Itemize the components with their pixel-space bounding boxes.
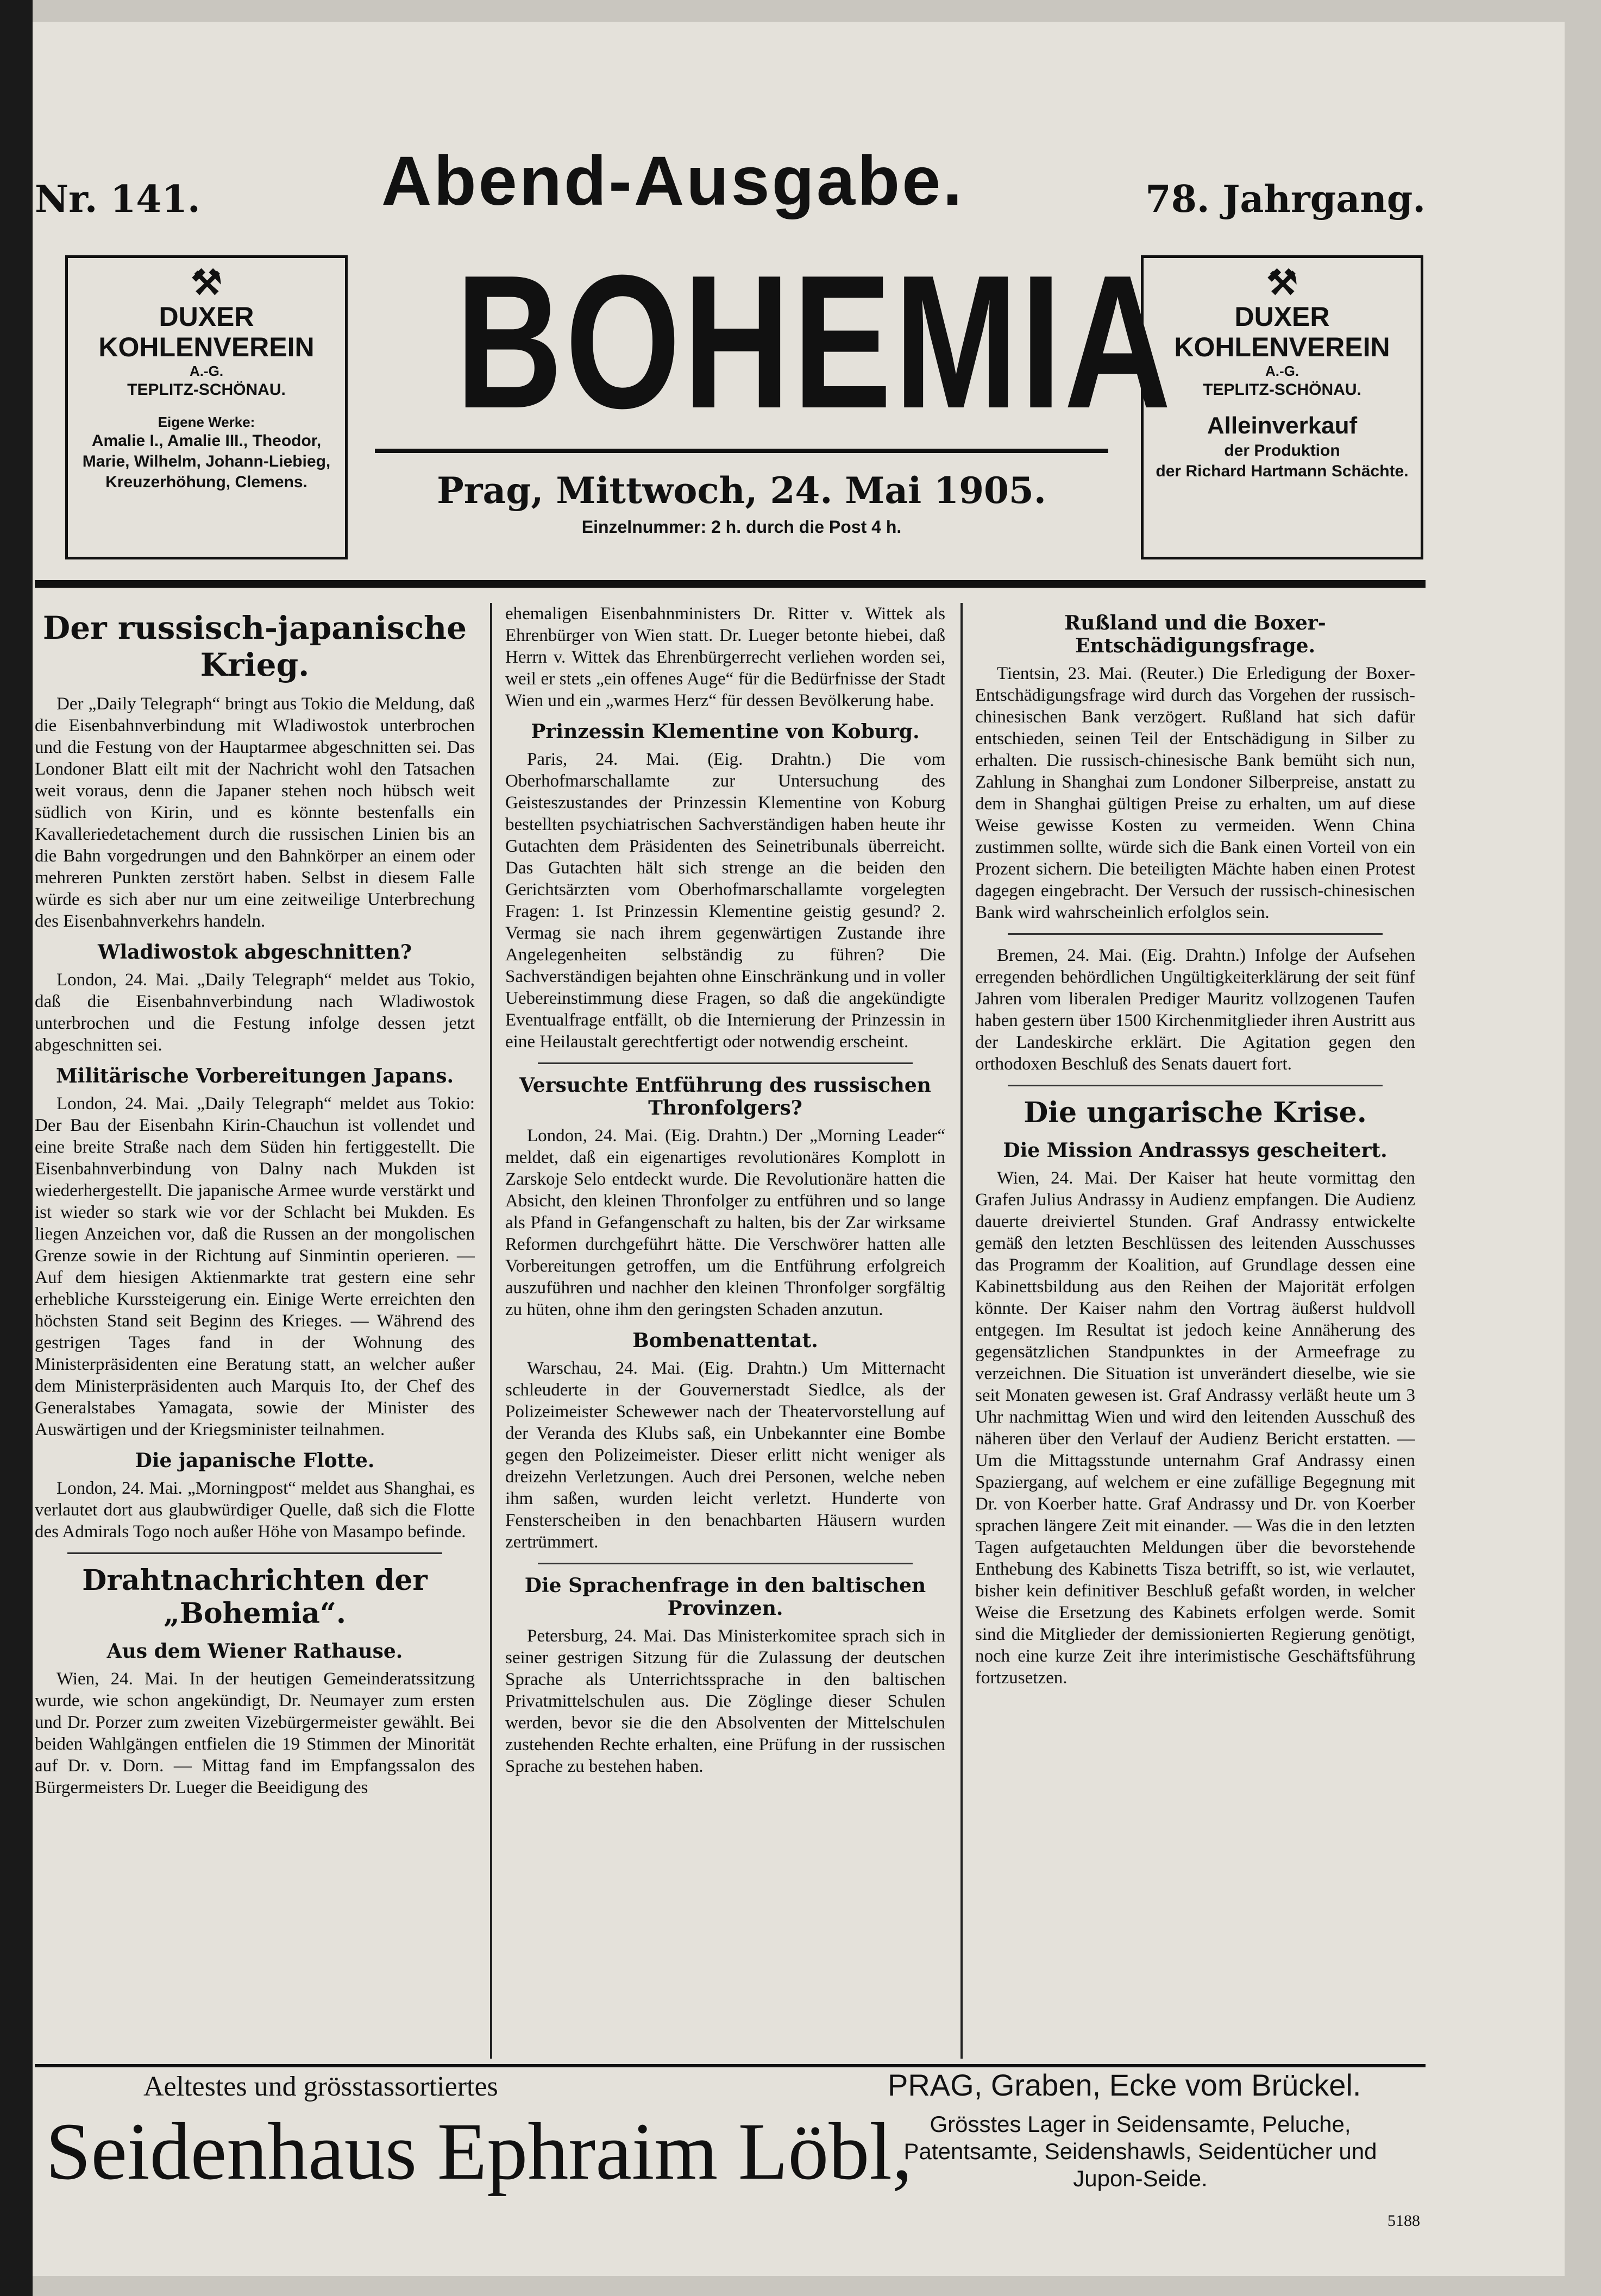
article-subheading: Rußland und die Boxer-Entschädigungsfrage. bbox=[1064, 612, 1326, 657]
ad-left-place: TEPLITZ-SCHÖNAU. bbox=[127, 381, 286, 399]
column-3 bbox=[975, 603, 1415, 2059]
ad-tagline: Aeltestes und grösstassortiertes bbox=[143, 2071, 498, 2102]
hammers-icon: ⚒ bbox=[1266, 263, 1298, 302]
article-paragraph: London, 24. Mai. (Eig. Drahtn.) Der „Morning Leader“ meldet, daß ein eigenartiges revolutionäres Komplott in Zarskoje Selo entdeckt wurde. Die Revolutionäre hatten die Absicht, den kleinen Thronfolger zu entführen und so lange als Pfand in Gefangenschaft zu halten, bis der Zar wirksame Reformen durchgeführt hätte. Die Verschwörer hatten alle Vorbereitungen getroffen, um die Entführung erfolgreich auszuführen und nachher den kleinen Thronfolger sorgfältig zu hüten, ohne ihm den geringsten Schaden anzutun. bbox=[505, 1126, 945, 1319]
dateline: Prag, Mittwoch, 24. Mai 1905. bbox=[437, 469, 1046, 512]
edition-title: Abend-Ausgabe. bbox=[381, 142, 964, 220]
article-paragraph: Wien, 24. Mai. Der Kaiser hat heute vormittag den Grafen Julius Andrassy in Audienz empfangen. Die Audienz dauerte dreiviertel Stunden. Graf Andrassy entwickelte gemäß den letzten Beschlüssen des leitenden Ausschusses das Programm der Koalition, auf Grundlage dessen eine Kabinettsbildung aus den Reihen der Majorität erfolgen könnte. Der Kaiser nahm den Vortrag äußerst huldvoll entgegen. Im Resultat ist jedoch keine Annäherung des gegensätzlichen Standpunktes in der Armeefrage zu verzeichnen. Die Situation ist unverändert dieselbe, wie sie seit Monaten gewesen ist. Graf Andrassy verläßt heute um 3 Uhr nachmittag Wien und wird den leitenden Ausschuß des näheren über den Verlauf der Audienz Bericht erstatten. — Um die Mittagsstunde unternahm Graf Andrassy einen Spaziergang, auf welchem er eine zufällige Begegnung mit Dr. von Koerber hatte. Graf Andrassy und Dr. von Koerber sprachen längere Zeit mit einander. — Was die in den letzten Tagen aufgetauchten Meldungen über die bevorstehende Enthebung des Kabinetts Tisza betrifft, so ist, wie verlautet, bisher kein definitiver Beschluß gefaßt worden, in welcher Weise die Ersetzung des Kabinets erfolgen werde. Somit sind die Mitglieder der demissionierten Regierung genötigt, noch eine kurze Zeit ihre interimistische Geschäftsführung fortzusetzen. bbox=[975, 1168, 1415, 1688]
column-divider bbox=[490, 603, 492, 2059]
ad-left-name: DUXER KOHLENVEREIN bbox=[98, 301, 315, 362]
article-paragraph: London, 24. Mai. „Daily Telegraph“ meldet aus Tokio, daß die Eisenbahnverbindung nach Wladiwostok unterbrochen und die Festung infolge dessen jetzt abgeschnitten sei. bbox=[35, 970, 475, 1055]
ad-company-name: Seidenhaus Ephraim Löbl, bbox=[46, 2106, 913, 2197]
ad-right-line3: der Richard Hartmann Schächte. bbox=[1156, 462, 1409, 480]
ad-left-type: A.-G. bbox=[189, 363, 224, 379]
masthead bbox=[375, 236, 1174, 537]
article-paragraph: London, 24. Mai. „Morningpost“ meldet aus Shanghai, es verlautet dort aus glaubwürdiger Quelle, daß sich die Flotte des Admirals Togo noch außer Höhe von Masampo befinde. bbox=[35, 1479, 475, 1542]
column-1 bbox=[35, 603, 475, 2059]
article-subheading: Die Mission Andrassys gescheitert. bbox=[1003, 1139, 1387, 1162]
article-paragraph: Warschau, 24. Mai. (Eig. Drahtn.) Um Mitternacht schleuderte in der Gouvernerstadt Siedlce, als der Polizeimeister Schewewer nach der Theatervorstellung auf der Veranda des Klubs saß, ein Unbekannter eine Bombe gegen den Polizeimeister. Dieser erlitt nicht weniger als dreizehn Verletzungen. Auch drei Personen, welche neben ihm saßen, wurden leicht verletzt. Hunderte von Fensterscheiben in den benachbarten Häusern wurden zertrümmert. bbox=[505, 1358, 945, 1552]
ad-right-place: TEPLITZ-SCHÖNAU. bbox=[1203, 381, 1361, 399]
article-separator bbox=[67, 1552, 442, 1554]
article-paragraph: Der „Daily Telegraph“ bringt aus Tokio die Meldung, daß die Eisenbahnverbindung mit Wladiwostok unterbrochen und die Festung von der Hauptarmee abgeschnitten sei. Das Londoner Blatt eilt mit der Nachricht wohl den Tatsachen weit voraus, denn die Japaner stehen noch hübsch weit südlich von Kirin, und es könnte bestenfalls ein Kavalleriedetachement durch die russischen Linien bis an die Bahn vorgedrungen und den Bahnkörper an einem oder mehreren Punkten zerstört haben. Selbst in diesem Falle würde es sich aber nur um eine zeitweilige Unterbrechung des Eisenbahnverkehrs handeln. bbox=[35, 694, 475, 931]
article-title: Die ungarische Krise. bbox=[1024, 1096, 1367, 1129]
article-subheading: Bombenattentat. bbox=[632, 1329, 818, 1352]
article-subheading: Versuchte Entführung des russischen Thronfolgers? bbox=[519, 1074, 931, 1119]
article-subheading: Wladiwostok abgeschnitten? bbox=[98, 941, 412, 964]
ad-left-works: Amalie I., Amalie III., Theodor, Marie, Wilhelm, Johann-Liebieg, Kreuzerhöhung, Clemens. bbox=[82, 432, 331, 491]
article-subheading: Prinzessin Klementine von Koburg. bbox=[531, 720, 920, 743]
article-separator bbox=[1008, 1085, 1383, 1086]
ad-number: 5188 bbox=[1387, 2212, 1420, 2230]
masthead-topline bbox=[35, 141, 1426, 221]
bottom-advertisement bbox=[35, 2064, 1426, 2230]
volume-year: 78. Jahrgang. bbox=[1145, 178, 1426, 221]
article-paragraph: Petersburg, 24. Mai. Das Ministerkomitee sprach sich in seiner gestrigen Sitzung für die Zulassung der deutschen Sprache als Unterrichtssprache in den baltischen Privatmittelschulen aus. Die Zöglinge dieser Schulen werden, bevor sie die den Absolventen der Mittelschulen zustehenden Rechte erhalten, eine Prüfung in der russischen Sprache zu bestehen haben. bbox=[505, 1626, 945, 1776]
ad-address: PRAG, Graben, Ecke vom Brückel. bbox=[888, 2068, 1361, 2102]
ad-right-line2: der Produktion bbox=[1224, 442, 1340, 460]
article-separator bbox=[1008, 933, 1383, 935]
column-divider bbox=[960, 603, 963, 2059]
article-paragraph: Bremen, 24. Mai. (Eig. Drahtn.) Infolge der Aufsehen erregenden behördlichen Ungültigkeiterklärung der seit fünf Jahren vom liberalen Prediger Mauritz vollzogenen Taufen haben gestern über 1500 Kirchenmitglieder ihren Austritt aus der Landeskirche erklärt. Die Agitation gegen den orthodoxen Beschluß des Senats dauert fort. bbox=[975, 946, 1415, 1074]
scan-edge bbox=[0, 0, 33, 2296]
article-paragraph: Paris, 24. Mai. (Eig. Drahtn.) Die vom Oberhofmarschallamte zur Untersuchung des Geisteszustandes der Prinzessin Klementine von Koburg bestellten psychiatrischen Sachverständigen haben heute ihr Gutachten dem Präsidenten des Seinetribunals überreicht. Das Gutachten hält sich strenge an die beiden den Gerichtsärzten vom Oberhofmarschallamte vorgelegten Fragen: 1. Ist Prinzessin Klementine geistig gesund? 2. Vermag sie nach ihrem gegenwärtigen Zustande ihre Angelegenheiten selbständig zu führen? Die Sachverständigen bejahten ohne Einschränkung und in voller Uebereinstimmung diese Fragen, so daß die angekündigte Eventualfrage entfällt, ob die Internierung der Prinzessin in eine Heilaustalt gerechtfertigt oder notwendig erscheint. bbox=[505, 750, 945, 1052]
ad-right-duxer bbox=[1141, 255, 1423, 559]
article-paragraph: Tientsin, 23. Mai. (Reuter.) Die Erledigung der Boxer-Entschädigungsfrage wird durch das Vorgehen der russisch-chinesischen Bank verzögert. Rußland hat sich dafür entschieden, seinen Teil der Entschädigung in Silber zu erhalten. Die russisch-chinesische Bank bemüht sich nun, Zahlung in Shanghai zum Londoner Silberpreise, anstatt zu dem in Shanghai gültigen Preise zu erhalten, um auf diese Weise gewisse Kosten zu vermeiden. Wenn China zustimmen sollte, würde sich die Bank einen Vorteil von ein Prozent sichern. Die beteiligten Mächte haben einen Protest dagegen eingebracht. Der Versuch der russisch-chinesischen Bank wird wahrscheinlich erfolglos sein. bbox=[975, 664, 1415, 922]
column-2 bbox=[505, 603, 945, 2059]
ad-right-name: DUXER KOHLENVEREIN bbox=[1174, 301, 1390, 362]
ad-description: Grösstes Lager in Seidensamte, Peluche, Patentsamte, Seidenshawls, Seidentücher und Jupon-Seide. bbox=[903, 2111, 1377, 2191]
newspaper-title: BOHEMIA bbox=[455, 236, 1174, 448]
ad-left-works-label: Eigene Werke: bbox=[158, 414, 255, 430]
hammers-icon: ⚒ bbox=[191, 263, 222, 302]
masthead-rule bbox=[375, 449, 1108, 453]
article-title: Der russisch-japanische Krieg. bbox=[42, 609, 467, 683]
issue-number: Nr. 141. bbox=[35, 178, 200, 221]
price-line: Einzelnummer: 2 h. durch die Post 4 h. bbox=[581, 517, 902, 537]
article-separator bbox=[538, 1563, 913, 1564]
article-paragraph: ehemaligen Eisenbahnministers Dr. Ritter v. Wittek als Ehrenbürger von Wien statt. Dr. Lueger betonte hiebei, daß Herrn v. Wittek das Ehrenbürgerrecht verliehen worden sei, weil er stets „ein offenes Auge“ für die Bedürfnisse der Stadt Wien und ein „warmes Herz“ für dessen Bevölkerung habe. bbox=[505, 604, 945, 710]
ad-right-type: A.-G. bbox=[1265, 363, 1299, 379]
article-paragraph: Wien, 24. Mai. In der heutigen Gemeinderatssitzung wurde, wie schon angekündigt, Dr. Neumayer zum ersten und Dr. Porzer zum zweiten Vizebürgermeister gewählt. Bei beiden Wahlgängen entfielen die 19 Stimmen der Minorität auf Dr. v. Dorn. — Mittag fand im Empfangssalon des Bürgermeisters Dr. Lueger die Beeidigung des bbox=[35, 1669, 475, 1797]
article-subheading: Die japanische Flotte. bbox=[135, 1449, 375, 1472]
ad-right-line1: Alleinverkauf bbox=[1207, 412, 1358, 439]
article-separator bbox=[538, 1062, 913, 1064]
section-title: Drahtnachrichten der „Bohemia“. bbox=[82, 1564, 428, 1630]
article-subheading: Militärische Vorbereitungen Japans. bbox=[55, 1065, 454, 1087]
header-rule bbox=[35, 580, 1426, 588]
article-paragraph: London, 24. Mai. „Daily Telegraph“ meldet aus Tokio: Der Bau der Eisenbahn Kirin-Chauchun ist vollendet und eine breite Straße nach dem Süden hin fertiggestellt. Die Eisenbahnverbindung von Dalny nach Mukden ist wiederhergestellt. Die japanische Armee wurde verstärkt und ist wieder so stark wie vor der Schlacht bei Mukden. Es liegen Anzeichen vor, daß die Russen an der mongolischen Grenze sowie in der Richtung auf Sinmintin operieren. — Auf dem hiesigen Aktienmarkte trat gestern eine sehr erhebliche Kurssteigerung ein. Einige Werte erreichten den höchsten Stand seit Beginn des Krieges. — Während des gestrigen Tages fand in der Wohnung des Ministerpräsidenten eine Beratung statt, an welcher außer dem Ministerpräsidenten auch Marquis Ito, der Chef des Generalstabes Yamagata, sowie der Minister des Auswärtigen und der Kriegsminister teilnahmen. bbox=[35, 1094, 475, 1439]
ad-left-duxer bbox=[65, 255, 348, 559]
article-subheading: Die Sprachenfrage in den baltischen Provinzen. bbox=[524, 1574, 926, 1620]
article-subheading: Aus dem Wiener Rathause. bbox=[106, 1640, 403, 1663]
